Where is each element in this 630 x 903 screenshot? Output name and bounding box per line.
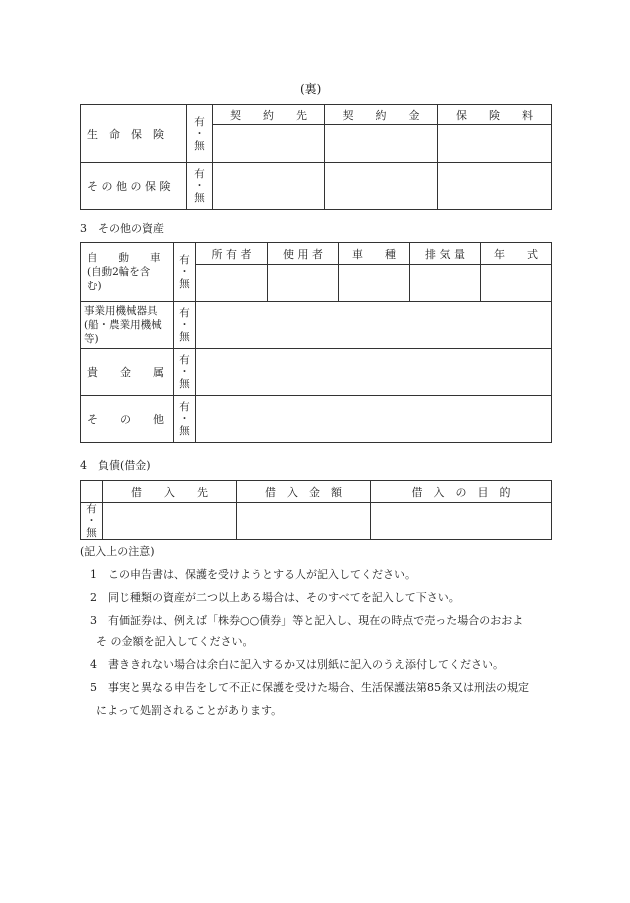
- life-insurance-yes-no[interactable]: 有 ・ 無: [187, 105, 213, 163]
- header-premium: 保 険 料: [438, 105, 552, 125]
- header-user: 使 用 者: [268, 243, 339, 265]
- other-insurance-premium-cell[interactable]: [438, 163, 552, 210]
- precious-metal-yes-no[interactable]: 有 ・ 無: [174, 349, 196, 396]
- car-year-cell[interactable]: [481, 265, 552, 302]
- header-loan-purpose: 借 入 の 目 的: [371, 481, 552, 503]
- other-insurance-label: そ の 他 の 保 険: [81, 163, 187, 210]
- other-assets-table: [80, 242, 552, 443]
- header-model-year: 年 式: [481, 243, 552, 265]
- debt-header-blank: [81, 481, 103, 503]
- other-assets-yes-no[interactable]: 有 ・ 無: [174, 396, 196, 443]
- note-item: 1 この申告書は、保護を受けようとする人が記入してください。: [90, 568, 416, 581]
- car-label: 自 動 車 (自動2輪を含 む): [81, 243, 174, 302]
- other-insurance-amount-cell[interactable]: [325, 163, 438, 210]
- header-lender: 借 入 先: [103, 481, 237, 503]
- header-loan-amount: 借 入 金 額: [237, 481, 371, 503]
- header-owner: 所 有 者: [196, 243, 268, 265]
- note-item: 2 同じ種類の資産が二つ以上ある場合は、そのすべてを記入して下さい。: [90, 591, 460, 604]
- debt-table: [80, 480, 552, 540]
- car-owner-cell[interactable]: [196, 265, 268, 302]
- car-user-cell[interactable]: [268, 265, 339, 302]
- other-insurance-contractor-cell[interactable]: [213, 163, 325, 210]
- car-displacement-cell[interactable]: [410, 265, 481, 302]
- header-contractor: 契 約 先: [213, 105, 325, 125]
- section-4-title: 4 負債(借金): [80, 459, 151, 472]
- equipment-label: 事業用機械器具 (船・農業用機械 等): [81, 302, 174, 349]
- debt-yes-no[interactable]: 有 ・ 無: [81, 503, 103, 540]
- equipment-details-cell[interactable]: [196, 302, 552, 349]
- note-item-continuation: そ の金額を記入してください。: [96, 635, 254, 648]
- life-insurance-amount-cell[interactable]: [325, 125, 438, 163]
- header-car-type: 車 種: [339, 243, 410, 265]
- other-assets-details-cell[interactable]: [196, 396, 552, 443]
- debt-amount-cell[interactable]: [237, 503, 371, 540]
- life-insurance-premium-cell[interactable]: [438, 125, 552, 163]
- note-item: 3 有価証券は、例えば「株券○○債券」等と記入し、現在の時点で売った場合のおおよ: [90, 614, 524, 627]
- other-assets-label: そ の 他: [81, 396, 174, 443]
- car-type-cell[interactable]: [339, 265, 410, 302]
- section-3-title: 3 その他の資産: [80, 222, 164, 235]
- insurance-table: [80, 104, 552, 210]
- note-item: 5 事実と異なる申告をして不正に保護を受けた場合、生活保護法第85条又は刑法の規定: [90, 681, 529, 694]
- equipment-yes-no[interactable]: 有 ・ 無: [174, 302, 196, 349]
- precious-metal-label: 貴 金 属: [81, 349, 174, 396]
- page-side-label: (裏): [300, 82, 322, 96]
- debt-purpose-cell[interactable]: [371, 503, 552, 540]
- debt-lender-cell[interactable]: [103, 503, 237, 540]
- header-displacement: 排 気 量: [410, 243, 481, 265]
- car-yes-no[interactable]: 有 ・ 無: [174, 243, 196, 302]
- note-item: 4 書ききれない場合は余白に記入するか又は別紙に記入のうえ添付してください。: [90, 658, 504, 671]
- header-contract-amount: 契 約 金: [325, 105, 438, 125]
- precious-metal-details-cell[interactable]: [196, 349, 552, 396]
- life-insurance-contractor-cell[interactable]: [213, 125, 325, 163]
- notes-title: (記入上の注意): [80, 545, 155, 558]
- other-insurance-yes-no[interactable]: 有 ・ 無: [187, 163, 213, 210]
- life-insurance-label: 生 命 保 険: [81, 105, 187, 163]
- note-item-continuation: によって処罰されることがあります。: [96, 704, 283, 717]
